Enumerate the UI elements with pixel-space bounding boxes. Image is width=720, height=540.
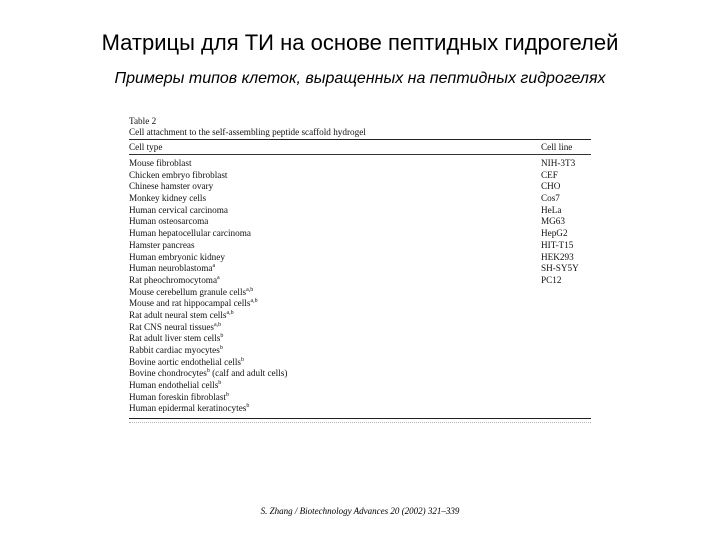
footnote-marker: a,b: [250, 298, 258, 305]
cell-type-value: Rat adult liver stem cells$^b$: [129, 333, 224, 344]
table-row: [129, 240, 591, 252]
cell-line-value: Cos7: [541, 193, 560, 204]
footnote-marker: a,b: [246, 286, 254, 293]
slide-title: Матрицы для ТИ на основе пептидных гидрогелей: [101, 30, 619, 55]
cell-type-value: Mouse and rat hippocampal cells$^{a,b}$: [129, 298, 258, 309]
table-row: [129, 216, 591, 228]
footnote-marker: b: [241, 356, 244, 363]
cell-line-value: HepG2: [541, 228, 568, 239]
cell-type-value: Human neuroblastoma$^a$: [129, 263, 216, 274]
header-cell-line: Cell line: [541, 142, 573, 152]
cell-type-value: Bovine chondrocytes$^b$ (calf and adult cells): [129, 368, 288, 379]
cell-type-value: Hamster pancreas: [129, 239, 195, 250]
cell-type-value: Mouse cerebellum granule cells$^{a,b}$: [129, 286, 254, 297]
table-footnote-faint: [129, 422, 591, 427]
cell-line-value: [541, 310, 591, 322]
table-row: [129, 380, 591, 392]
table-row: [129, 403, 591, 415]
table-row: [129, 322, 591, 334]
cell-line-value: [541, 403, 591, 415]
cell-type-value: Human osteosarcoma: [129, 216, 209, 227]
cell-type-value: Rat pheochromocytoma$^a$: [129, 274, 220, 285]
cell-line-value: [541, 368, 591, 380]
table-header-row: [129, 142, 591, 154]
cell-line-value: [541, 333, 591, 345]
footnote-marker: a,b: [213, 321, 222, 328]
table-header-rule: [129, 154, 591, 155]
cell-type-value: Human embryonic kidney: [129, 251, 225, 262]
table-top-rule: [129, 139, 591, 140]
cell-type-value: Rabbit cardiac myocytes$^b$: [129, 345, 223, 355]
footnote-marker: a: [212, 263, 216, 270]
footnote-marker: a: [217, 274, 220, 281]
table-figure: [129, 116, 591, 427]
slide-subtitle: Примеры типов клеток, выращенных на пептидных гидрогелях: [114, 70, 606, 87]
footnote-marker: a,b: [226, 309, 234, 316]
footnote-marker: b: [246, 403, 250, 410]
cell-line-value: HEK293: [541, 251, 574, 262]
cell-type-value: Chicken embryo fibroblast: [129, 169, 228, 180]
cell-type-value: Human cervical carcinoma: [129, 204, 228, 215]
cell-line-value: [541, 380, 591, 392]
cell-line-value: CHO: [541, 181, 561, 192]
cell-line-value: [541, 357, 591, 369]
cell-type-value: Rat CNS neural tissues$^{a,b}$: [129, 321, 222, 332]
table-row: [129, 345, 591, 357]
cell-line-value: SH-SY5Y: [541, 263, 579, 274]
cell-line-value: [541, 287, 591, 299]
table-row: [129, 368, 591, 380]
header-cell-type: Cell type: [129, 142, 163, 152]
cell-line-value: PC12: [541, 274, 562, 285]
cell-line-value: HeLa: [541, 204, 562, 215]
cell-type-value: Monkey kidney cells: [129, 193, 207, 204]
table-row: [129, 252, 591, 264]
footnote-marker: b: [225, 391, 229, 398]
cell-type-value: Rat adult neural stem cells$^{a,b}$: [129, 309, 234, 320]
source-citation: S. Zhang / Biotechnology Advances 20 (2002) 321–339: [260, 506, 460, 516]
cell-line-value: HIT-T15: [541, 239, 574, 250]
table-label: Table 2: [129, 116, 157, 126]
cell-line-value: [541, 392, 591, 404]
cell-line-value: [541, 298, 591, 310]
cell-type-value: Human epidermal keratinocytes$^b$: [129, 403, 250, 414]
cell-line-value: MG63: [541, 216, 565, 227]
table-row: [129, 158, 591, 170]
cell-type-value: Chinese hamster ovary: [129, 181, 214, 192]
cell-line-value: CEF: [541, 169, 558, 180]
table-row: [129, 298, 591, 310]
table-body: [129, 158, 591, 415]
table-row: [129, 357, 591, 369]
cell-line-value: [541, 322, 591, 334]
table-row: [129, 170, 591, 182]
table-row: [129, 193, 591, 205]
table-row: [129, 310, 591, 322]
footnote-marker: b: [219, 345, 223, 351]
cell-type-value: Mouse fibroblast: [129, 158, 192, 168]
cell-type-value: Human foreskin fibroblast$^b$: [129, 391, 229, 402]
table-row: [129, 275, 591, 287]
table-row: [129, 287, 591, 299]
table-bottom-rule: [129, 418, 591, 419]
table-row: [129, 228, 591, 240]
footnote-marker: b: [220, 333, 224, 340]
cell-line-value: [541, 345, 591, 357]
cell-line-value: NIH-3T3: [541, 158, 576, 168]
table-row: [129, 205, 591, 217]
cell-type-value: Human endothelial cells$^b$: [129, 380, 222, 391]
cell-type-value: Human hepatocellular carcinoma: [129, 228, 251, 239]
table-row: [129, 263, 591, 275]
footnote-marker: b: [218, 380, 222, 386]
table-row: [129, 181, 591, 193]
table-caption: Cell attachment to the self-assembling peptide scaffold hydrogel: [129, 127, 366, 137]
table-row: [129, 333, 591, 345]
table-row: [129, 392, 591, 404]
footnote-marker: b: [206, 368, 210, 375]
cell-type-value: Bovine aortic endothelial cells$^b$: [129, 356, 244, 367]
